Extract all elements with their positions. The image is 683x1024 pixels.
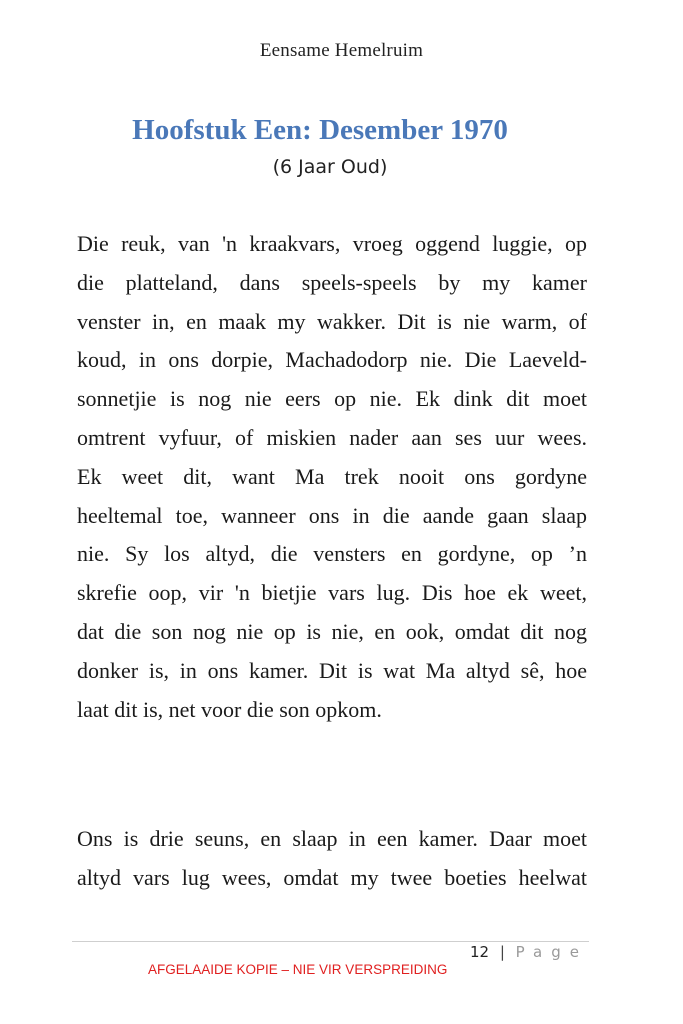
- text-line: Die reuk, van 'n kraakvars, vroeg oggend luggie, op: [77, 231, 587, 256]
- text-line: altyd vars lug wees, omdat my twee boeties heelwat: [77, 864, 587, 890]
- distribution-notice: AFGELAAIDE KOPIE – NIE VIR VERSPREIDING: [148, 962, 448, 977]
- page-number-area: [470, 943, 588, 961]
- running-header: Eensame Hemelruim: [259, 40, 424, 61]
- text-line: omtrent vyfuur, of miskien nader aan ses uur wees.: [77, 424, 587, 450]
- text-line: heeltemal toe, wanneer ons in die aande gaan slaap: [77, 502, 587, 528]
- text-line: koud, in ons dorpie, Machadodorp nie. Die Laeveld-: [77, 347, 587, 373]
- text-line: sonnetjie is nog nie eers op nie. Ek dink dit moet: [77, 386, 587, 412]
- chapter-subtitle: (6 Jaar Oud): [272, 156, 388, 178]
- page-label: Page: [515, 943, 588, 961]
- chapter-title: Hoofstuk Een: Desember 1970: [132, 114, 508, 146]
- text-line: dat die son nog nie op is nie, en ook, omdat dit nog: [77, 618, 587, 644]
- page-separator: |: [499, 943, 505, 961]
- body-paragraph-1: [77, 225, 587, 729]
- text-line: venster in, en maak my wakker. Dit is nie warm, of: [77, 308, 587, 334]
- text-line: die platteland, dans speels-speels by my kamer: [77, 269, 587, 295]
- text-line: Ons is drie seuns, en slaap in een kamer. Daar moet: [77, 826, 587, 851]
- page-number: 12: [469, 943, 490, 961]
- text-line: laat dit is, net voor die son opkom.: [77, 696, 382, 722]
- text-line: skrefie oop, vir 'n bietjie vars lug. Dis hoe ek weet,: [77, 580, 587, 606]
- footer-rule: [72, 941, 589, 942]
- text-line: Ek weet dit, want Ma trek nooit ons gordyne: [77, 463, 587, 489]
- text-line: nie. Sy los altyd, die vensters en gordyne, op ’n: [77, 541, 587, 567]
- body-paragraph-2: [77, 820, 587, 898]
- text-line: donker is, in ons kamer. Dit is wat Ma altyd sê, hoe: [77, 657, 587, 683]
